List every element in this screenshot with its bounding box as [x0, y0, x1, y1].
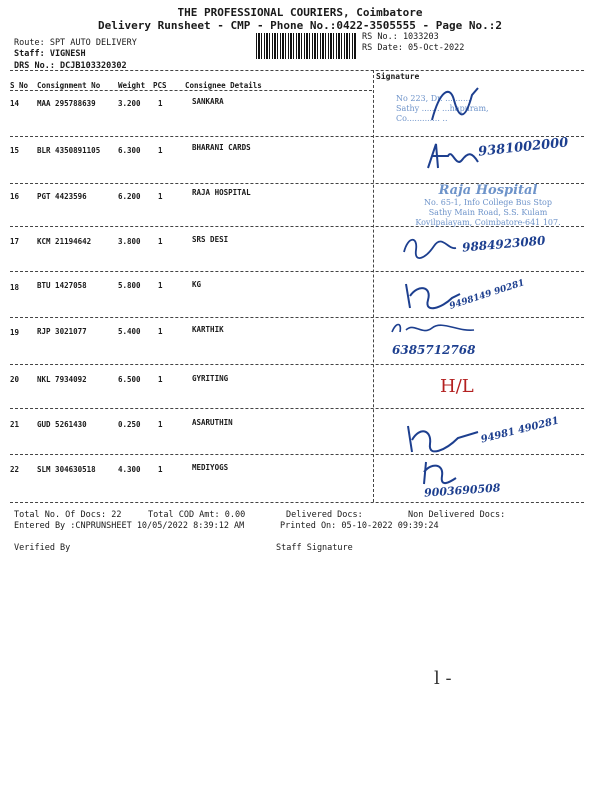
row-consignee: KG — [192, 280, 202, 289]
row16-phone: 9884923080 — [461, 233, 546, 255]
row-consignee: ASARUTHIN — [192, 418, 233, 427]
row-consignee: MEDIYOGS — [192, 463, 229, 472]
row21-phone: 94981 490281 — [479, 415, 561, 446]
row-consignment: PGT 4423596 — [37, 192, 87, 201]
column-header-consignment: Consignment No — [37, 81, 101, 90]
rs-date: RS Date: 05-Oct-2022 — [362, 43, 465, 53]
row-consignee: RAJA HOSPITAL — [192, 188, 251, 197]
row-pcs: 1 — [158, 99, 163, 108]
stamp-title: Raja Hospital — [438, 183, 538, 198]
row-consignment: SLM 304630518 — [37, 465, 96, 474]
row-consignment: RJP 3021077 — [37, 327, 87, 336]
header-divider — [10, 90, 372, 91]
stamp-line: No 223, Dr. .......... — [396, 94, 471, 103]
row-pcs: 1 — [158, 327, 163, 336]
row-weight: 6.500 — [118, 375, 141, 384]
non-delivered-docs: Non Delivered Docs: — [408, 510, 506, 520]
row-pcs: 1 — [158, 465, 163, 474]
row-sno: 18 — [10, 283, 20, 292]
column-header-sno: S No — [10, 81, 29, 90]
signature-column-header: Signature — [376, 72, 420, 81]
row-consignee: SANKARA — [192, 97, 224, 106]
row-pcs: 1 — [158, 192, 163, 201]
stamp-line: Co............. .. — [396, 114, 448, 123]
row-divider — [10, 408, 584, 409]
staff-signature: Staff Signature — [276, 543, 353, 553]
total-cod: Total COD Amt: 0.00 — [148, 510, 246, 520]
divider-top — [10, 70, 584, 71]
stamp-line: Sathy Main Road, S.S. Kulam — [428, 208, 548, 217]
row-pcs: 1 — [158, 146, 163, 155]
row19-signature — [388, 320, 478, 340]
row-weight: 6.200 — [118, 192, 141, 201]
stamp-line: Sathy ....... ...hapuram, — [396, 104, 489, 113]
row16-signature — [400, 232, 460, 262]
delivered-docs: Delivered Docs: — [286, 510, 363, 520]
row-pcs: 1 — [158, 237, 163, 246]
row-sno: 19 — [10, 328, 20, 337]
row-divider — [10, 317, 584, 318]
row21-signature — [402, 420, 482, 456]
entered-by: Entered By :CNPRUNSHEET 10/05/2022 8:39:12 AM — [14, 521, 245, 531]
row-sno: 14 — [10, 99, 20, 108]
row-consignee: SRS DESI — [192, 235, 229, 244]
document-title: THE PROFESSIONAL COURIERS, Coimbatore — [177, 6, 423, 19]
row-divider — [10, 271, 584, 272]
column-header-details: Consignee Details — [185, 81, 262, 90]
row19-phone: 6385712768 — [392, 343, 476, 357]
total-docs: Total No. Of Docs: 22 — [14, 510, 122, 520]
row-consignment: MAA 295788639 — [37, 99, 96, 108]
stamp-line: Kovilpalayam, Coimbatore-641 107. — [415, 218, 561, 227]
row-consignment: BLR 4350891105 — [37, 146, 101, 155]
drs-number: DRS No.: DCJB103320302 — [14, 61, 127, 71]
row-consignment: GUD 5261430 — [37, 420, 87, 429]
row-divider — [10, 136, 584, 137]
row-weight: 3.200 — [118, 99, 141, 108]
rs-number: RS No.: 1033203 — [362, 32, 439, 42]
row-sno: 21 — [10, 420, 20, 429]
verified-by: Verified By — [14, 543, 71, 553]
row16-stamp — [400, 183, 576, 229]
ink-mark: l - — [434, 668, 452, 689]
table-bottom-divider — [10, 502, 584, 503]
row-weight: 0.250 — [118, 420, 141, 429]
staff-label: Staff: VIGNESH — [14, 49, 86, 59]
barcode — [256, 33, 356, 59]
signature-column-divider — [373, 70, 374, 502]
row-consignment: BTU 1427058 — [37, 281, 87, 290]
row14-signature — [420, 80, 490, 130]
row-pcs: 1 — [158, 281, 163, 290]
row-consignment: KCM 21194642 — [37, 237, 92, 246]
row18-phone: 9498149 90281 — [448, 278, 526, 312]
row-consignee: GYRITING — [192, 374, 229, 383]
route-label: Route: SPT AUTO DELIVERY — [14, 38, 137, 48]
row-pcs: 1 — [158, 420, 163, 429]
row-sno: 16 — [10, 192, 20, 201]
row-sno: 22 — [10, 465, 20, 474]
column-header-weight: Weight — [118, 81, 146, 90]
row-sno: 17 — [10, 237, 20, 246]
row15-phone: 9381002000 — [477, 135, 570, 160]
row-weight: 6.300 — [118, 146, 141, 155]
row-divider — [10, 454, 584, 455]
row-weight: 5.800 — [118, 281, 141, 290]
row-pcs: 1 — [158, 375, 163, 384]
row-weight: 4.300 — [118, 465, 141, 474]
row-sno: 20 — [10, 375, 20, 384]
column-header-pcs: PCS — [153, 81, 167, 90]
stamp-line: No. 65-1, Info College Bus Stop — [424, 198, 552, 207]
row15-signature — [422, 138, 482, 176]
row22-signature — [418, 458, 458, 488]
row-weight: 3.800 — [118, 237, 141, 246]
row-weight: 5.400 — [118, 327, 141, 336]
row22-phone: 9003690508 — [423, 481, 501, 500]
row20-note: H/L — [440, 376, 474, 397]
document-subtitle: Delivery Runsheet - CMP - Phone No.:0422-3505555 - Page No.:2 — [98, 19, 502, 32]
row-consignee: KARTHIK — [192, 325, 224, 334]
row-divider — [10, 364, 584, 365]
row-consignment: NKL 7934092 — [37, 375, 87, 384]
row-sno: 15 — [10, 146, 20, 155]
row-consignee: BHARANI CARDS — [192, 143, 251, 152]
printed-on: Printed On: 05-10-2022 09:39:24 — [280, 521, 439, 531]
